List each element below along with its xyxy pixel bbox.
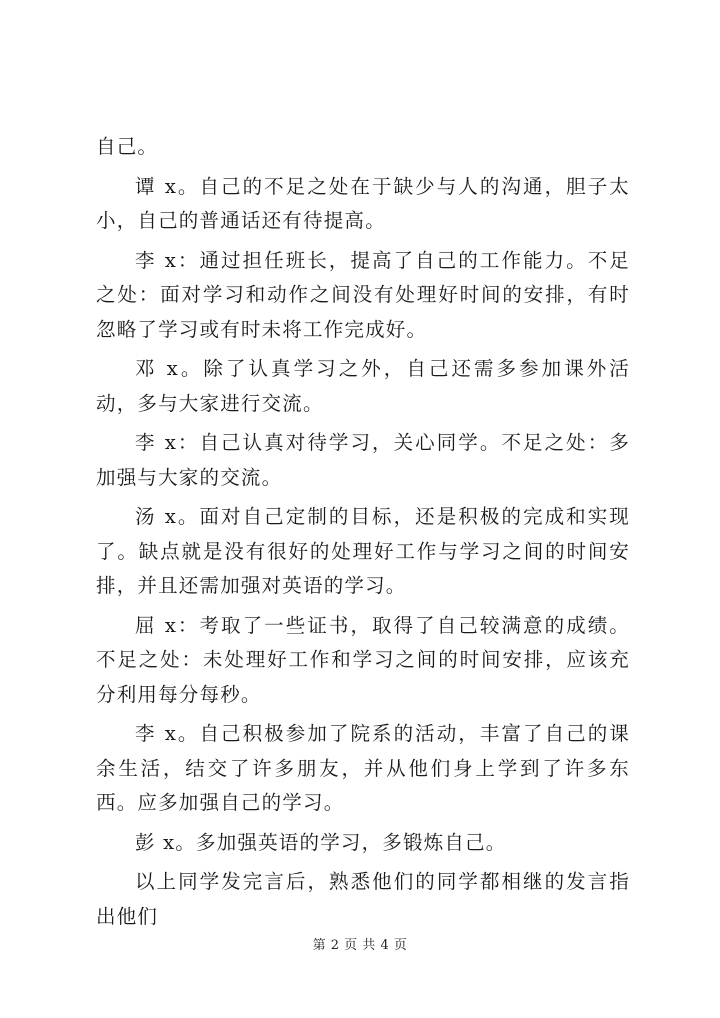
paragraph-tan: 谭 x。自己的不足之处在于缺少与人的沟通，胆子太小，自己的普通话还有待提高。 <box>96 174 630 232</box>
paragraph-tang: 汤 x。面对自己定制的目标，还是积极的完成和实现了。缺点就是没有很好的处理好工作与学习之间的时间安排，并且还需加强对英语的学习。 <box>96 505 630 597</box>
paragraph-continuation: 自己。 <box>96 135 159 158</box>
paragraph-li-3: 李 x。自己积极参加了院系的活动，丰富了自己的课余生活，结交了许多朋友，并从他们身上学到了许多东西。应多加强自己的学习。 <box>96 722 630 814</box>
paragraph-summary: 以上同学发完言后，熟悉他们的同学都相继的发言指出他们 <box>96 870 630 928</box>
paragraph-li-1: 李 x：通过担任班长，提高了自己的工作能力。不足之处：面对学习和动作之间没有处理好时间的安排，有时忽略了学习或有时未将工作完成好。 <box>96 248 630 341</box>
paragraph-peng: 彭 x。多加强英语的学习，多锻炼自己。 <box>135 830 507 854</box>
paragraph-qu: 屈 x：考取了一些证书，取得了自己较满意的成绩。不足之处：未处理好工作和学习之间的时间安排，应该充分利用每分每秒。 <box>96 613 630 706</box>
page-number-footer: 第 2 页 共 4 页 <box>312 938 408 953</box>
paragraph-li-2: 李 x：自己认真对待学习，关心同学。不足之处：多加强与大家的交流。 <box>96 431 630 489</box>
document-body <box>96 130 630 939</box>
paragraph-deng: 邓 x。除了认真学习之外，自己还需多参加课外活动，多与大家进行交流。 <box>96 357 630 415</box>
